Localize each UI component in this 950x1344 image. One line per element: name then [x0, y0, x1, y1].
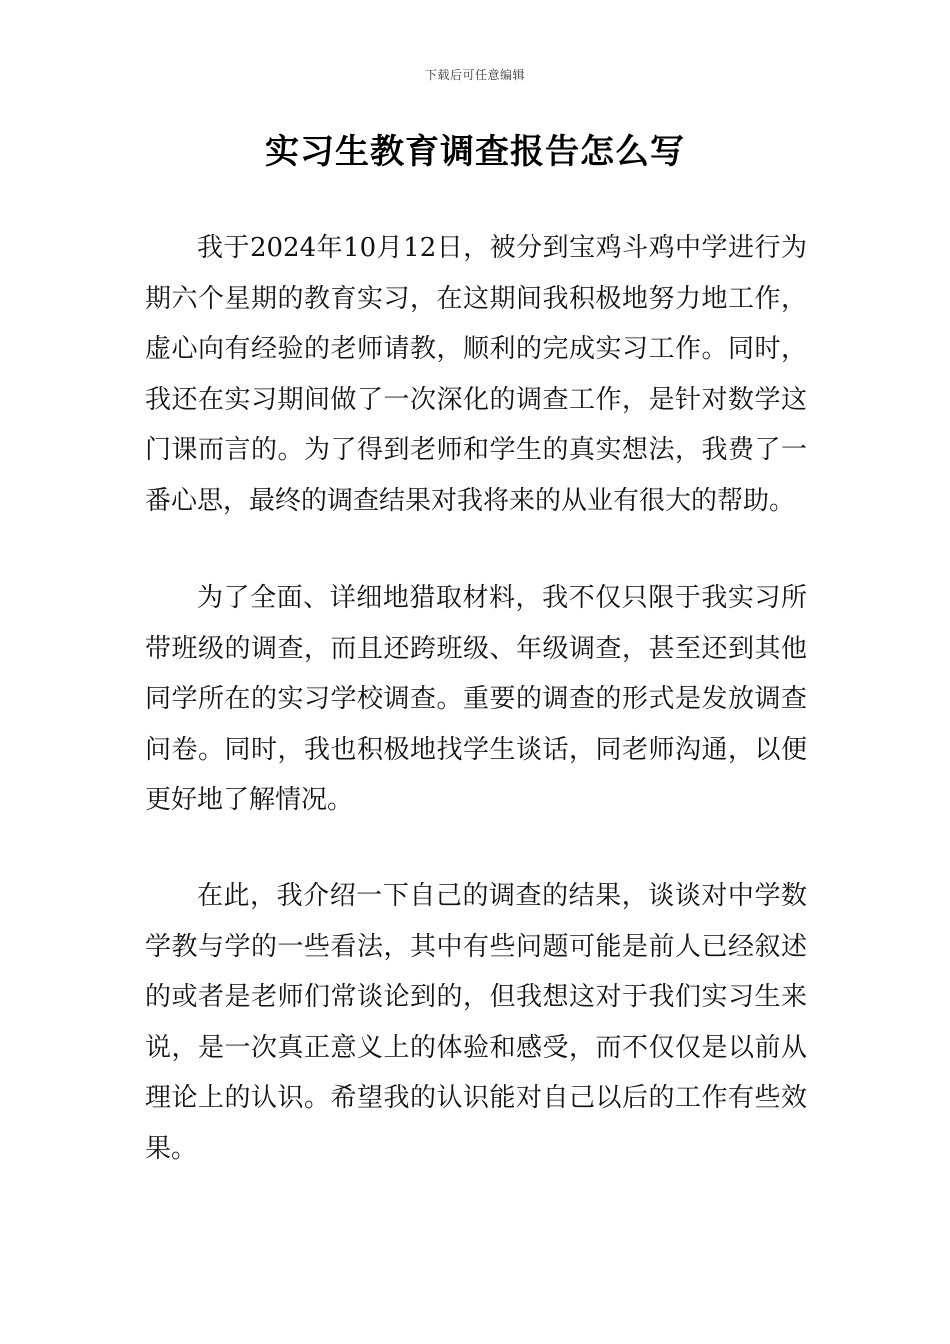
document-title: 实习生教育调查报告怎么写 — [265, 132, 685, 172]
paragraph-2: 为了全面、详细地猎取材料，我不仅只限于我实习所带班级的调查，而且还跨班级、年级调查，甚至还到其他同学所在的实习学校调查。重要的调查的形式是发放调查问卷。同时，我也积极地找学生谈话，同老师沟通，以便更好地了解情况。 — [145, 583, 807, 815]
paragraph-3: 在此，我介绍一下自己的调查的结果，谈谈对中学数学教与学的一些看法，其中有些问题可能是前人已经叙述的或者是老师们常谈论到的，但我想这对于我们实习生来说，是一次真正意义上的体验和感受，而不仅仅是以前从理论上的认识。希望我的认识能对自己以后的工作有些效果。 — [145, 881, 807, 1164]
paragraph-1: 我于2024年10月12日，被分到宝鸡斗鸡中学进行为期六个星期的教育实习，在这期间我积极地努力地工作，虚心向有经验的老师请教，顺利的完成实习工作。同时，我还在实习期间做了一次深化的调查工作，是针对数学这门课而言的。为了得到老师和学生的真实想法，我费了一番心思，最终的调查结果对我将来的从业有很大的帮助。 — [145, 233, 807, 516]
header-note: 下载后可任意编辑 — [424, 68, 525, 82]
